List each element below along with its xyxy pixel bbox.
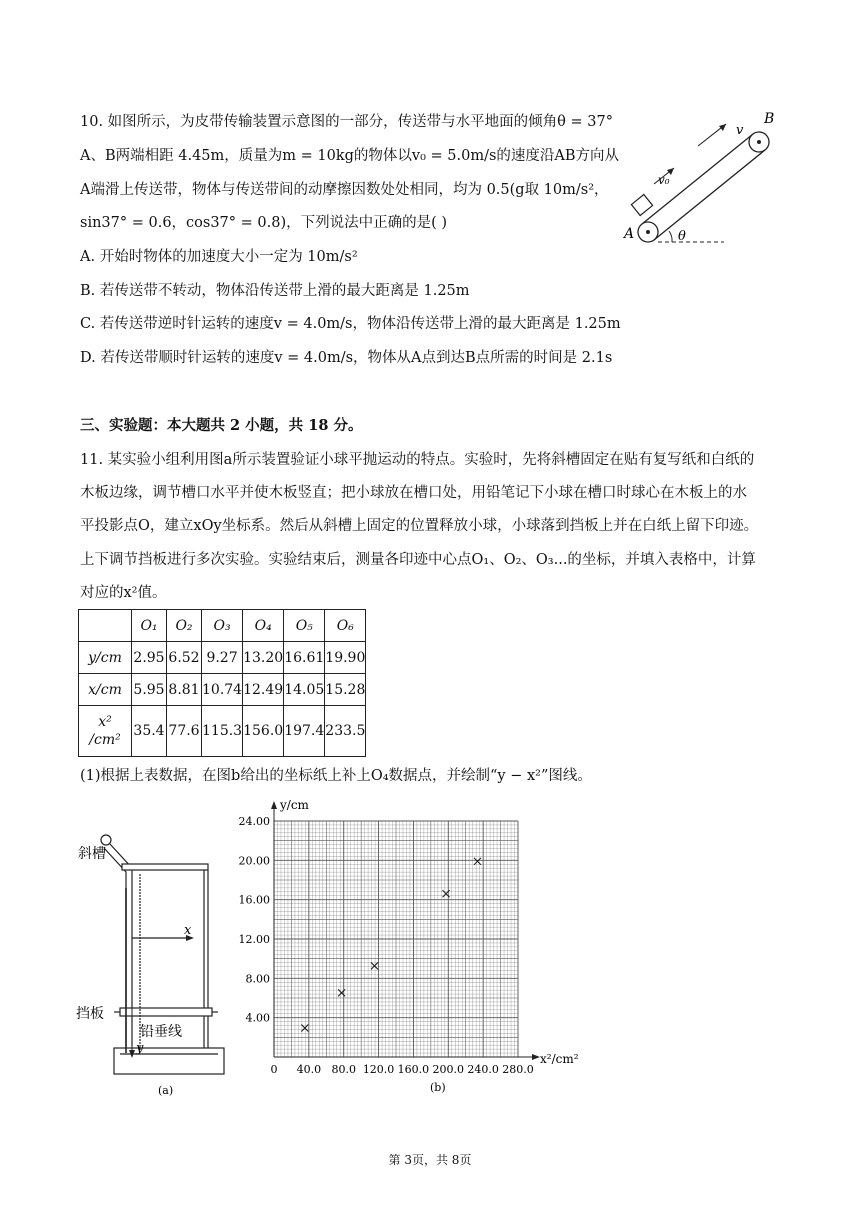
q11-stem-line-5: 对应的x²值。: [80, 585, 167, 601]
table-cell: 2.95: [132, 642, 167, 674]
label-x-axis: x: [184, 923, 192, 938]
q11-stem-line-1: 11. 某实验小组利用图a所示装置验证小球平抛运动的特点。实验时，先将斜槽固定在贴有复写纸和白纸的: [80, 452, 755, 468]
table-header-cell: O₁: [132, 610, 167, 642]
y-tick-label: 12.00: [238, 933, 270, 946]
table-row: [79, 706, 366, 757]
table-header-cell: O₄: [243, 610, 284, 642]
label-v: v: [736, 123, 744, 138]
label-baffle: 挡板: [76, 1006, 104, 1022]
x-axis-label: x²/cm²: [540, 1052, 579, 1066]
row-label-x-squared: [79, 706, 132, 757]
q10-stem-line-4: sin37° = 0.6，cos37° = 0.8)，下列说法中正确的是( ): [80, 215, 448, 231]
table-cell: 5.95: [132, 674, 167, 706]
label-y-axis: y: [136, 1041, 144, 1056]
ball: [101, 835, 111, 845]
label-a: A: [624, 226, 635, 242]
table-cell: 233.5: [325, 706, 366, 757]
conveyor-figure: [618, 104, 790, 250]
table-row: [79, 642, 366, 674]
y-axis-label: y/cm: [280, 798, 309, 812]
row-label-y: y/cm: [79, 642, 132, 674]
y-tick-label: 24.00: [238, 815, 270, 828]
table-cell: 115.3: [202, 706, 243, 757]
graph-axes: [271, 801, 540, 1060]
y-tick-label: 20.00: [238, 854, 270, 868]
q11-sub-question-1: (1)根据上表数据，在图b给出的坐标纸上补上O₄数据点，并绘制“y − x²”图线。: [80, 768, 592, 784]
x-tick-label: 160.0: [397, 1063, 430, 1076]
table-cell: 8.81: [167, 674, 202, 706]
q10-stem-line-3: A端滑上传送带，物体与传送带间的动摩擦因数处处相同，均为 0.5(g取 10m/s²，: [80, 182, 609, 198]
table-header-cell: O₃: [202, 610, 243, 642]
table-cell: 10.74: [202, 674, 243, 706]
table-cell: 19.90: [325, 642, 366, 674]
q10-option-b: B. 若传送带不转动，物体沿传送带上滑的最大距离是 1.25m: [80, 283, 470, 299]
table-header-cell: O₆: [325, 610, 366, 642]
table-cell: 9.27: [202, 642, 243, 674]
table-cell: 16.61: [284, 642, 325, 674]
table-header-cell: O₅: [284, 610, 325, 642]
graph-figure: [238, 795, 598, 1100]
data-table: [78, 609, 366, 757]
q10-option-a: A. 开始时物体的加速度大小一定为 10m/s²: [80, 249, 358, 265]
q10-option-d: D. 若传送带顺时针运转的速度v = 4.0m/s，物体从A点到达B点所需的时间是 2.1s: [80, 350, 613, 366]
x-tick-label: 280.0: [502, 1063, 534, 1076]
y-tick-label: 4.00: [245, 1011, 270, 1025]
data-point: [474, 858, 481, 865]
table-cell: 6.52: [167, 642, 202, 674]
q10-option-c: C. 若传送带逆时针运转的速度v = 4.0m/s，物体沿传送带上滑的最大距离是 1.25m: [80, 316, 621, 332]
row-label-x-squared-unit: /cm²: [89, 732, 121, 748]
table-cell: 156.0: [243, 706, 284, 757]
label-theta: θ: [678, 229, 686, 244]
q11-stem-line-3: 平投影点O，建立xOy坐标系。然后从斜槽上固定的位置释放小球，小球落到挡板上并在白纸上留下印迹。: [80, 518, 759, 534]
x-tick-label: 0: [270, 1063, 278, 1076]
label-v0: v₀: [658, 173, 670, 187]
table-cell: 14.05: [284, 674, 325, 706]
table-cell: 12.49: [243, 674, 284, 706]
caption-a: (a): [158, 1084, 174, 1097]
row-label-x-squared-top: x²: [98, 714, 112, 730]
label-chute: 斜槽: [78, 846, 106, 862]
table-header-cell: O₂: [167, 610, 202, 642]
table-cell: 35.4: [132, 706, 167, 757]
x-axis-arrow: [532, 1054, 540, 1060]
page-footer: 第 3页，共 8页: [388, 1153, 472, 1167]
caption-b: (b): [430, 1081, 446, 1094]
q10-stem-line-1: 10. 如图所示，为皮带传输装置示意图的一部分，传送带与水平地面的倾角θ = 37°: [80, 114, 613, 130]
x-tick-label: 40.0: [296, 1063, 322, 1076]
section-3-title: 三、实验题：本大题共 2 小题，共 18 分。: [80, 417, 363, 434]
x-tick-label: 80.0: [331, 1063, 356, 1076]
apparatus-figure: [74, 828, 244, 1100]
q11-stem-line-4: 上下调节挡板进行多次实验。实验结束后，测量各印迹中心点O₁、O₂、O₃...的坐标，并填入表格中，计算: [80, 552, 756, 568]
conveyor-belt: [638, 132, 769, 242]
graph-grid: [274, 821, 518, 1057]
table-header-row: [79, 610, 366, 642]
y-tick-label: 8.00: [245, 972, 270, 986]
baffle: [120, 1008, 212, 1016]
y-axis-arrow: [271, 801, 277, 809]
x-tick-label: 240.0: [467, 1063, 499, 1076]
y-tick-label: 16.00: [238, 893, 270, 907]
table-row: [79, 674, 366, 706]
block: [631, 195, 652, 216]
q11-stem-line-2: 木板边缘，调节槽口水平并使木板竖直；把小球放在槽口处，用铅笔记下小球在槽口时球心在木板上的水: [80, 485, 747, 501]
data-point: [371, 962, 378, 969]
graph-tick-labels: [239, 815, 534, 1076]
label-plumb-line: 铅垂线: [140, 1024, 182, 1040]
table-cell: 197.4: [284, 706, 325, 757]
table-cell: 77.6: [167, 706, 202, 757]
x-tick-label: 120.0: [362, 1063, 395, 1076]
table-header-cell: [79, 610, 132, 642]
x-tick-label: 200.0: [432, 1063, 465, 1076]
table-cell: 15.28: [325, 674, 366, 706]
label-b: B: [764, 111, 775, 127]
q10-stem-line-2: A、B两端相距 4.45m，质量为m = 10kg的物体以v₀ = 5.0m/s的速度沿AB方向从: [80, 148, 620, 164]
table-cell: 13.20: [243, 642, 284, 674]
row-label-x: x/cm: [79, 674, 132, 706]
